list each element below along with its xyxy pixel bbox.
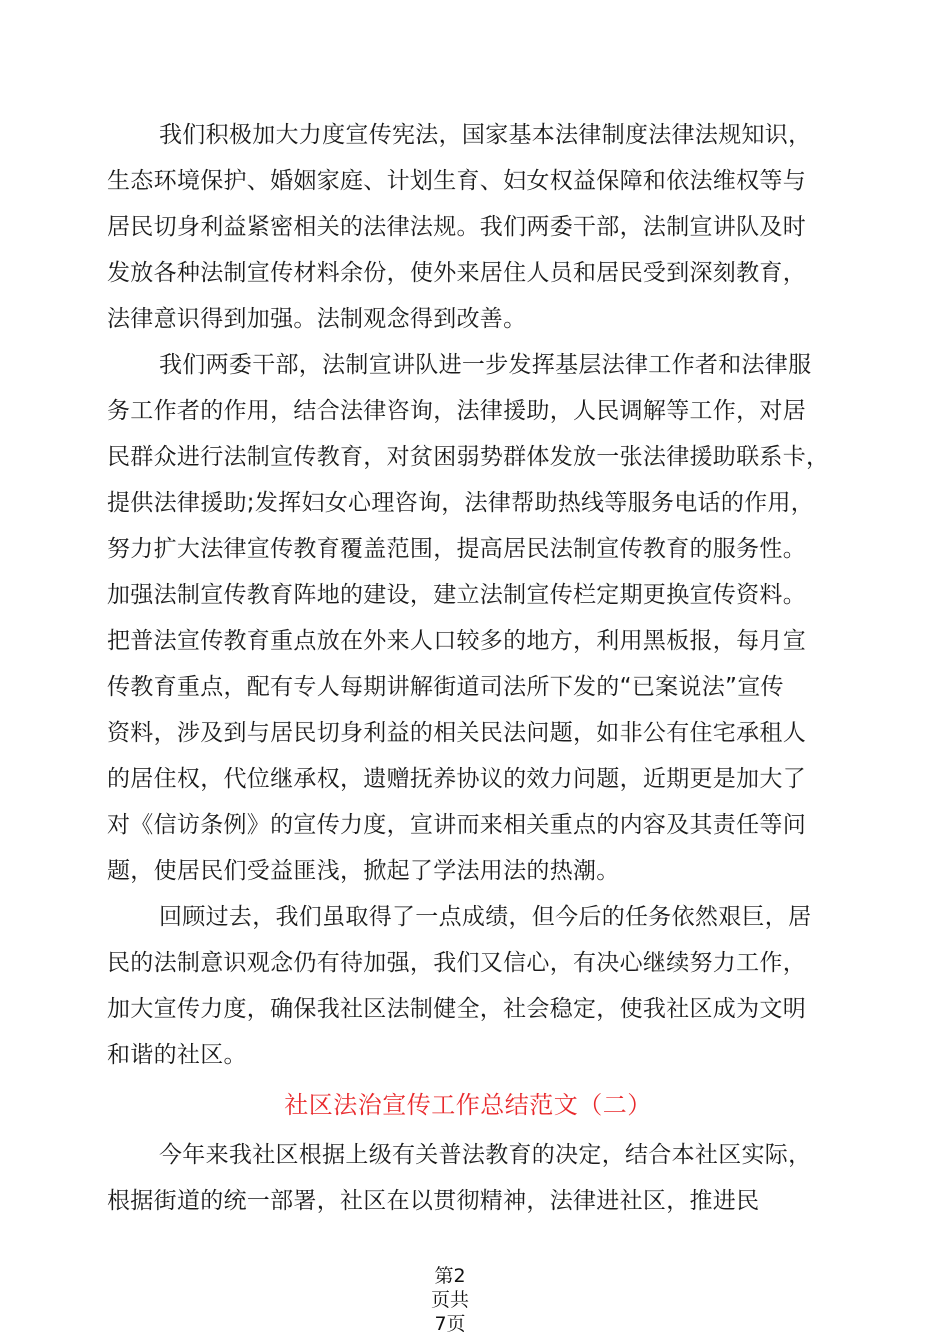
paragraph-2 xyxy=(107,342,829,894)
paragraph-line: 加强法制宣传教育阵地的建设，建立法制宣传栏定期更换宣传资料。 xyxy=(107,582,806,608)
document-body xyxy=(107,112,829,1224)
paragraph-line: 民群众进行法制宣传教育，对贫困弱势群体发放一张法律援助联系卡， xyxy=(107,444,830,470)
page-number-line: 第2 xyxy=(434,1265,466,1287)
paragraph-line: 今年来我社区根据上级有关普法教育的决定，结合本社区实际， xyxy=(159,1142,812,1168)
paragraph-line: 居民切身利益紧密相关的法律法规。我们两委干部，法制宣讲队及时 xyxy=(107,214,806,240)
paragraph-line: 和谐的社区。 xyxy=(107,1042,247,1068)
paragraph-line: 努力扩大法律宣传教育覆盖范围，提高居民法制宣传教育的服务性。 xyxy=(107,536,806,562)
paragraph-line: 发放各种法制宣传材料余份，使外来居住人员和居民受到深刻教育， xyxy=(107,260,806,286)
paragraph-line: 传教育重点，配有专人每期讲解街道司法所下发的“已案说法”宣传 xyxy=(107,674,784,700)
paragraph-line: 根据街道的统一部署，社区在以贯彻精神，法律进社区，推进民 xyxy=(107,1188,760,1214)
paragraph-3 xyxy=(107,894,829,1078)
page-number-footer xyxy=(0,1264,900,1336)
paragraph-1 xyxy=(107,112,829,342)
paragraph-line: 提供法律援助;发挥妇女心理咨询，法律帮助热线等服务电话的作用， xyxy=(107,490,815,516)
paragraph-line: 务工作者的作用，结合法律咨询，法律援助，人民调解等工作，对居 xyxy=(107,398,806,424)
section-paragraph xyxy=(107,1132,829,1224)
paragraph-line: 回顾过去，我们虽取得了一点成绩，但今后的任务依然艰巨，居 xyxy=(159,904,812,930)
paragraph-line: 生态环境保护、婚姻家庭、计划生育、妇女权益保障和依法维权等与 xyxy=(107,168,806,194)
section-heading: 社区法治宣传工作总结范文（二） xyxy=(284,1091,652,1119)
paragraph-line: 加大宣传力度，确保我社区法制健全，社会稳定，使我社区成为文明 xyxy=(107,996,806,1022)
paragraph-line: 题，使居民们受益匪浅，掀起了学法用法的热潮。 xyxy=(107,858,620,884)
page-number-line: 7页 xyxy=(434,1313,466,1335)
paragraph-line: 把普法宣传教育重点放在外来人口较多的地方，利用黑板报，每月宣 xyxy=(107,628,806,654)
paragraph-line: 的居住权，代位继承权，遗赠抚养协议的效力问题，近期更是加大了 xyxy=(107,766,806,792)
page-number-line: 页共 xyxy=(430,1289,469,1311)
paragraph-line: 对《信访条例》的宣传力度，宣讲而来相关重点的内容及其责任等问 xyxy=(107,812,806,838)
paragraph-line: 我们积极加大力度宣传宪法，国家基本法律制度法律法规知识， xyxy=(159,122,812,148)
paragraph-line: 资料，涉及到与居民切身利益的相关民法问题，如非公有住宅承租人 xyxy=(107,720,806,746)
paragraph-line: 我们两委干部，法制宣讲队进一步发挥基层法律工作者和法律服 xyxy=(159,352,812,378)
paragraph-line: 民的法制意识观念仍有待加强，我们又信心，有决心继续努力工作， xyxy=(107,950,806,976)
paragraph-line: 法律意识得到加强。法制观念得到改善。 xyxy=(107,306,527,332)
